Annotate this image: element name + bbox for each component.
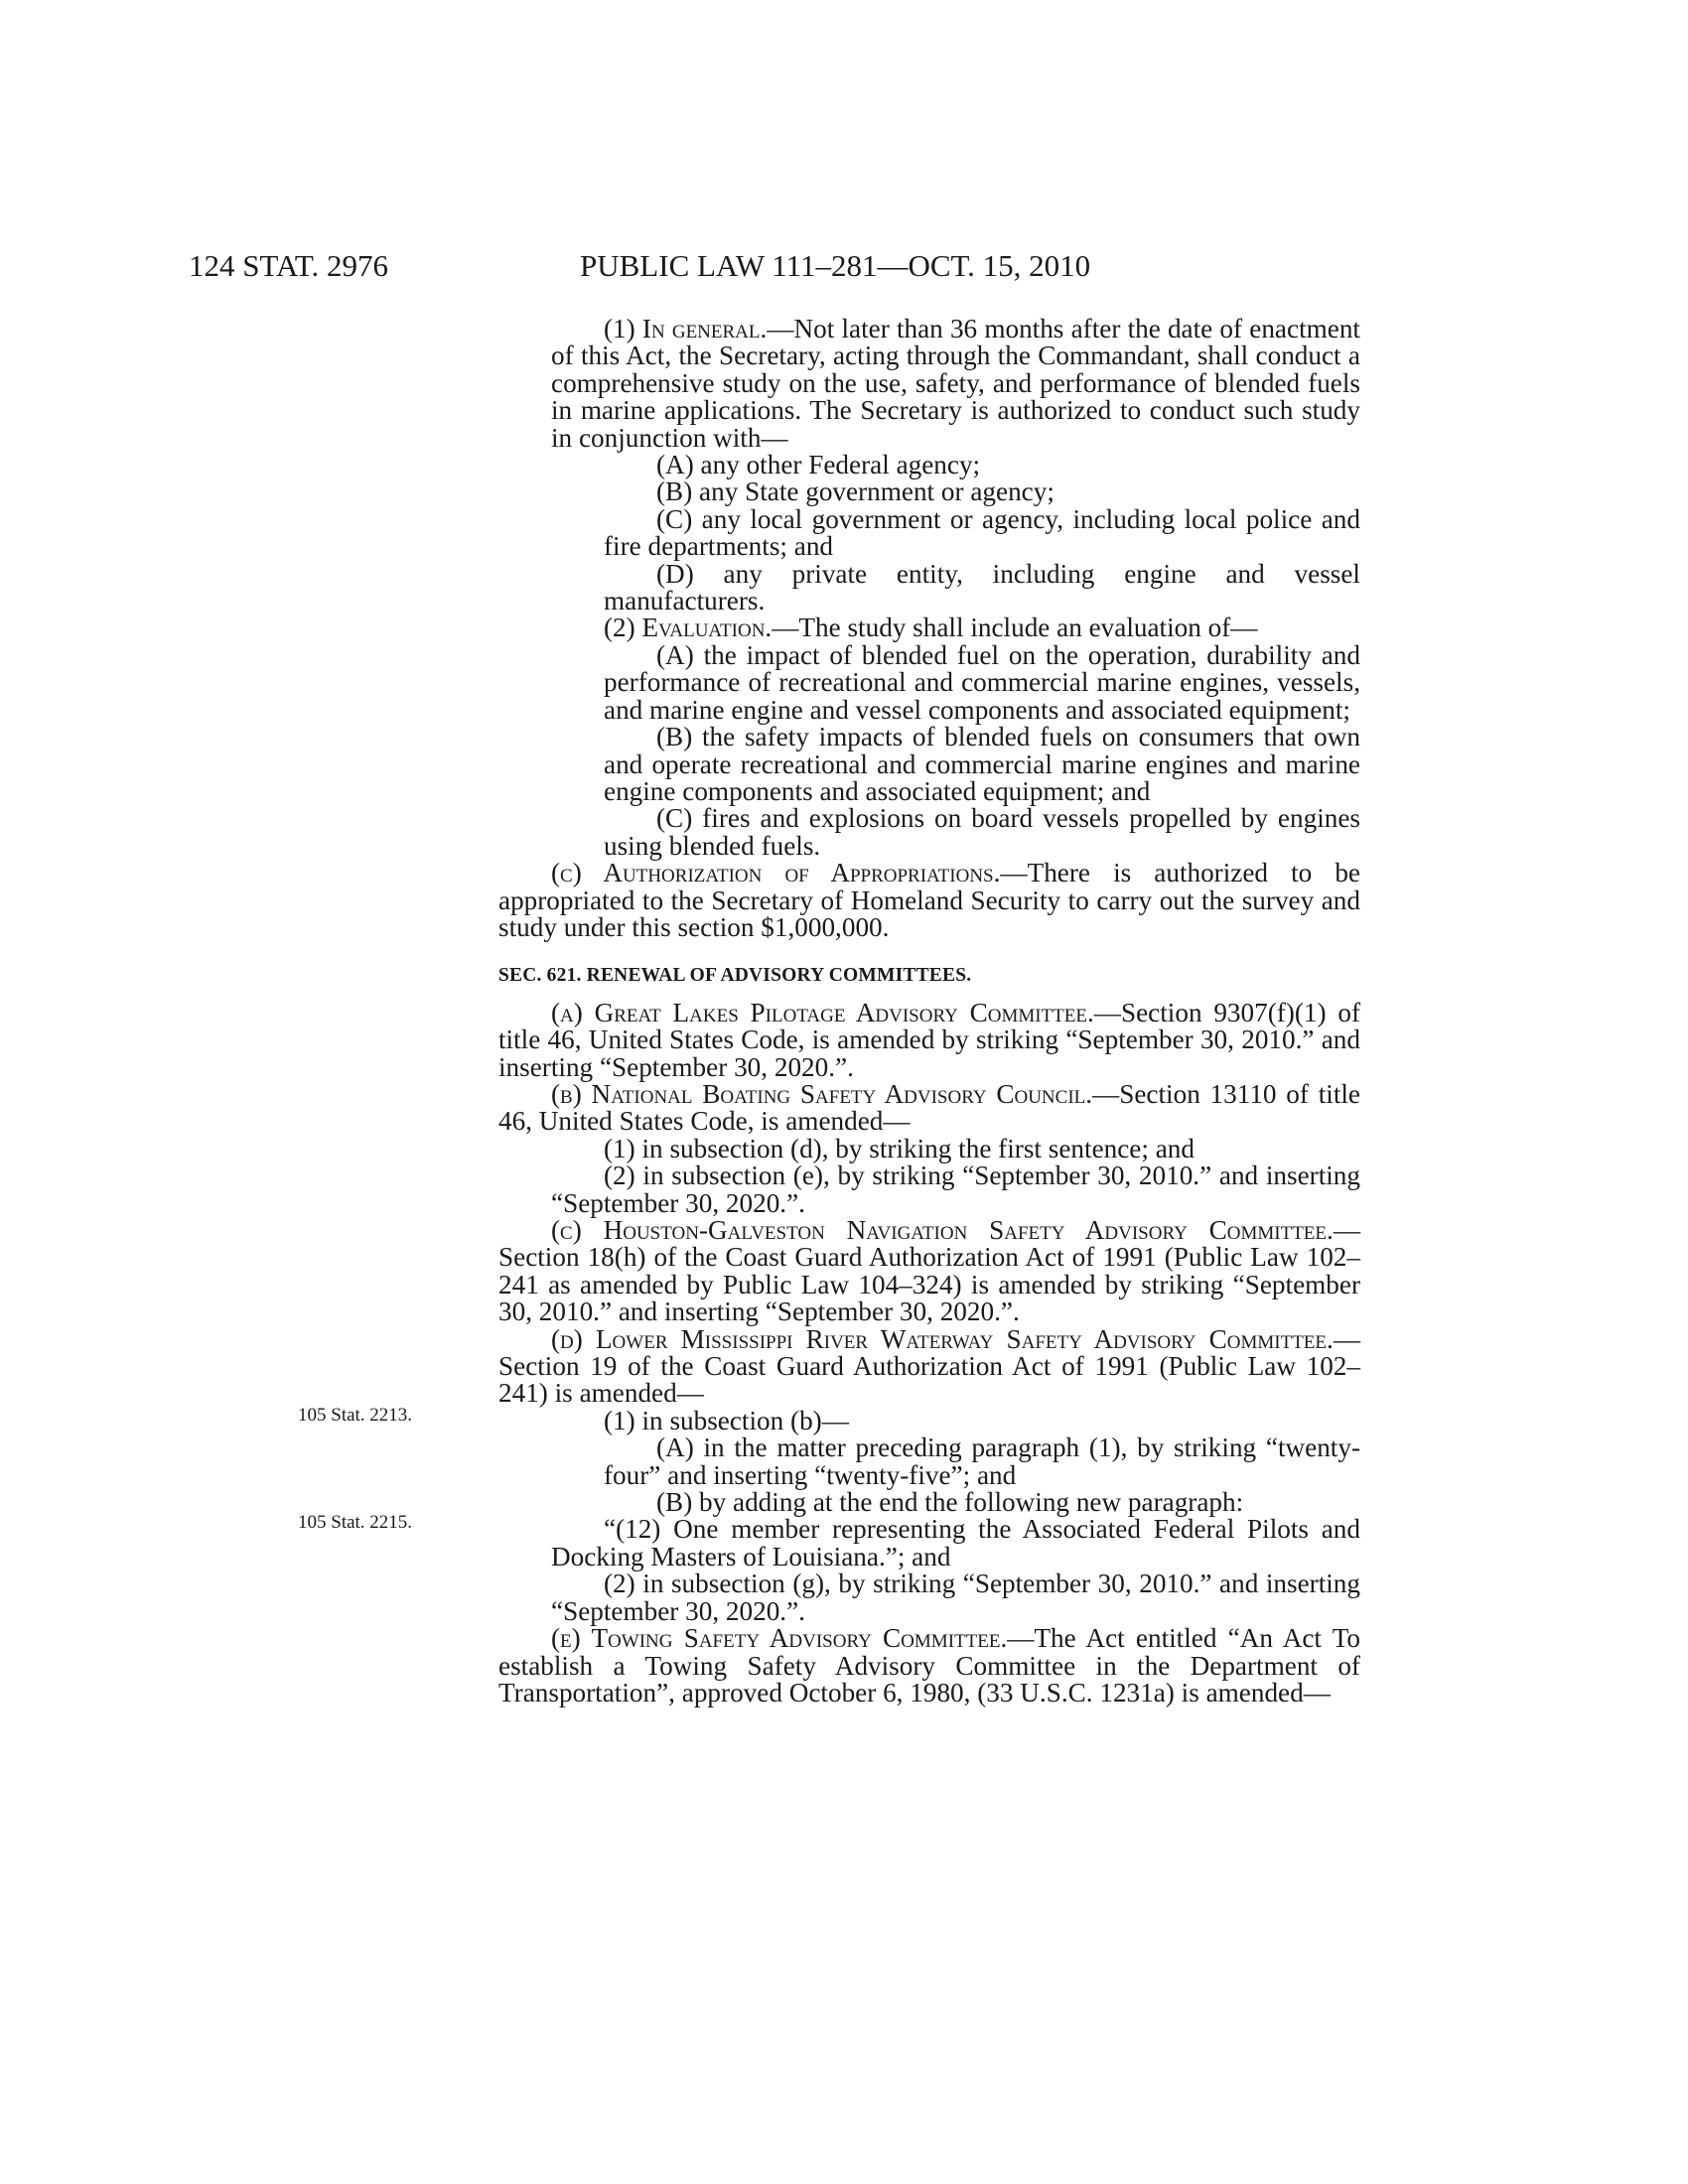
mississippi-item-1: (1) in subsection (b)— [604, 1405, 849, 1435]
margin-note-stat-2213: 105 Stat. 2213. [298, 1405, 413, 1426]
heading-authorization: (c) Authorization of Appropriations. [551, 858, 1001, 888]
subparagraph-d: (D) any private entity, including engine and vessel manufacturers. [604, 558, 1360, 616]
paragraph-text: —Section 18(h) of the Coast Guard Authorization Act of 1991 (Public Law 102–241 as amended by Public Law 104–324) is amended by striking “September 30, 2010.” and inserting “September 30, 2020.”. [498, 1215, 1360, 1327]
section-heading: SEC. 621. RENEWAL OF ADVISORY COMMITTEES. [498, 965, 972, 987]
boating-item-1: (1) in subsection (d), by striking the first sentence; and [604, 1133, 1195, 1163]
paragraph-text: —Not later than 36 months after the date of enactment of this Act, the Secretary, acting through the Commandant, shall conduct a comprehensive study on the use, safety, and performance of blended fuels in marine applications. The Secretary is authorized to conduct such study in conjunction with— [551, 314, 1360, 453]
paragraph-text: —Section 13110 of title 46, United States Code, is amended— [498, 1078, 1361, 1137]
heading-towing-safety: (e) Towing Safety Advisory Committee. [551, 1623, 1008, 1654]
evaluation-a: (A) the impact of blended fuel on the operation, durability and performance of recreational and commercial marine engines, vessels, and marine engine and vessel components and associated equipment; [604, 639, 1360, 725]
paragraph-text: —There is authorized to be appropriated to the Secretary of Homeland Security to carry out the survey and study under this section $1,000,000. [498, 858, 1360, 942]
stat-page-number: 124 STAT. 2976 [189, 248, 389, 283]
paragraph-study-general [498, 316, 1360, 452]
evaluation-b: (B) the safety impacts of blended fuels on consumers that own and operate recreational and commercial marine engines and marine engine components and associated equipment; and [604, 722, 1360, 806]
subparagraph-a: (A) any other Federal agency; [656, 450, 981, 480]
heading-in-general: (1) In general. [604, 314, 768, 343]
mississippi-item-2: (2) in subsection (g), by striking “September 30, 2010.” and inserting “September 30, 2020.”. [551, 1569, 1360, 1626]
statute-text [498, 316, 1360, 1706]
mississippi-item-1b: (B) by adding at the end the following new paragraph: [656, 1487, 1244, 1518]
subparagraph-b: (B) any State government or agency; [656, 477, 1055, 507]
public-law-title: PUBLIC LAW 111–281—OCT. 15, 2010 [580, 248, 1091, 283]
paragraph-text: —Section 9307(f)(1) of title 46, United States Code, is amended by striking “September 30, 2010.” and inserting “September 30, 2020.”. [498, 997, 1361, 1082]
paragraph-text: —The study shall include an evaluation of— [772, 613, 1258, 643]
heading-evaluation: (2) Evaluation. [604, 613, 773, 643]
paragraph-authorization [498, 860, 1360, 941]
paragraph-text: —Section 19 of the Coast Guard Authorization Act of 1991 (Public Law 102–241) is amended— [498, 1323, 1360, 1409]
subsection-boating-council [498, 1078, 1361, 1137]
heading-boating-council: (b) National Boating Safety Advisory Council. [551, 1078, 1093, 1109]
subsection-towing-safety [498, 1625, 1360, 1706]
subparagraph-c: (C) any local government or agency, including local police and fire departments; and [604, 503, 1360, 562]
subsection-houston-galveston [498, 1217, 1360, 1326]
evaluation-c: (C) fires and explosions on board vessels propelled by engines using blended fuels. [604, 803, 1360, 861]
subsection-great-lakes [498, 997, 1361, 1082]
boating-item-2: (2) in subsection (e), by striking “September 30, 2010.” and inserting “September 30, 2020.”. [551, 1160, 1360, 1218]
paragraph-evaluation [498, 614, 1360, 641]
heading-houston-galveston: (c) Houston-Galveston Navigation Safety Advisory Committee. [551, 1215, 1334, 1245]
paragraph-text: —The Act entitled “An Act To establish a Towing Safety Advisory Committee in the Department of Transportation”, approved October 6, 1980, (33 U.S.C. 1231a) is amended— [498, 1623, 1361, 1707]
heading-great-lakes: (a) Great Lakes Pilotage Advisory Committee. [551, 997, 1094, 1027]
subsection-lower-mississippi [498, 1323, 1360, 1409]
margin-note-stat-2215: 105 Stat. 2215. [298, 1512, 413, 1533]
heading-lower-mississippi: (d) Lower Mississippi River Waterway Safety Advisory Committee. [551, 1323, 1334, 1354]
mississippi-quoted-paragraph: “(12) One member representing the Associated Federal Pilots and Docking Masters of Louisiana.”; and [551, 1514, 1360, 1571]
mississippi-item-1a: (A) in the matter preceding paragraph (1), by striking “twenty-four” and inserting “twenty-five”; and [604, 1433, 1360, 1490]
running-header [0, 248, 1688, 288]
